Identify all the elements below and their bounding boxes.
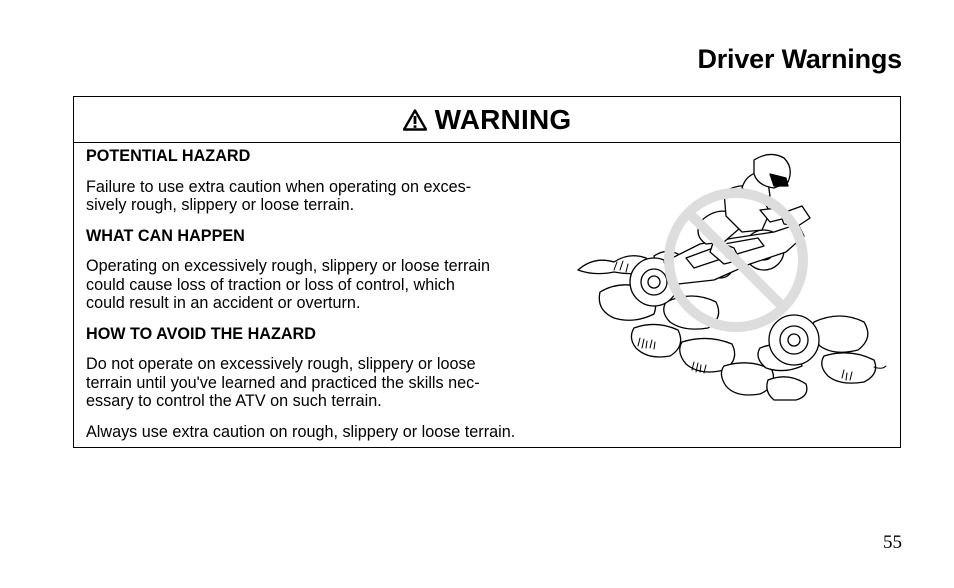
- caution-text: [86, 423, 586, 442]
- warning-body: [86, 147, 586, 453]
- what-can-happen-heading: WHAT CAN HAPPEN: [86, 226, 245, 245]
- text-line: sively rough, slippery or loose terrain.: [86, 196, 355, 214]
- page-number: 55: [883, 532, 902, 553]
- warning-triangle-icon: [403, 109, 427, 131]
- page-title: Driver Warnings: [697, 44, 902, 74]
- warning-header: [74, 97, 900, 143]
- text-line: could result in an accident or overturn.: [86, 294, 361, 312]
- what-can-happen-text: [86, 257, 586, 313]
- text-line: terrain until you've learned and practiced the skills nec-: [86, 373, 480, 392]
- potential-hazard-heading: POTENTIAL HAZARD: [86, 147, 251, 165]
- text-line: Always use extra caution on rough, slippery or loose terrain.: [86, 422, 516, 441]
- how-to-avoid-text: [86, 355, 586, 411]
- text-line: essary to control the ATV on such terrain.: [86, 392, 382, 410]
- warning-title: WARNING: [434, 103, 572, 135]
- text-line: Operating on excessively rough, slippery or loose terrain: [86, 257, 490, 275]
- how-to-avoid-heading: HOW TO AVOID THE HAZARD: [86, 324, 316, 343]
- text-line: could cause loss of traction or loss of control, which: [86, 275, 455, 294]
- text-line: Do not operate on excessively rough, slippery or loose: [86, 355, 476, 373]
- text-line: Failure to use extra caution when operating on exces-: [86, 177, 472, 196]
- atv-rough-terrain-prohibited-illustration: [574, 152, 888, 402]
- potential-hazard-text: [86, 178, 586, 215]
